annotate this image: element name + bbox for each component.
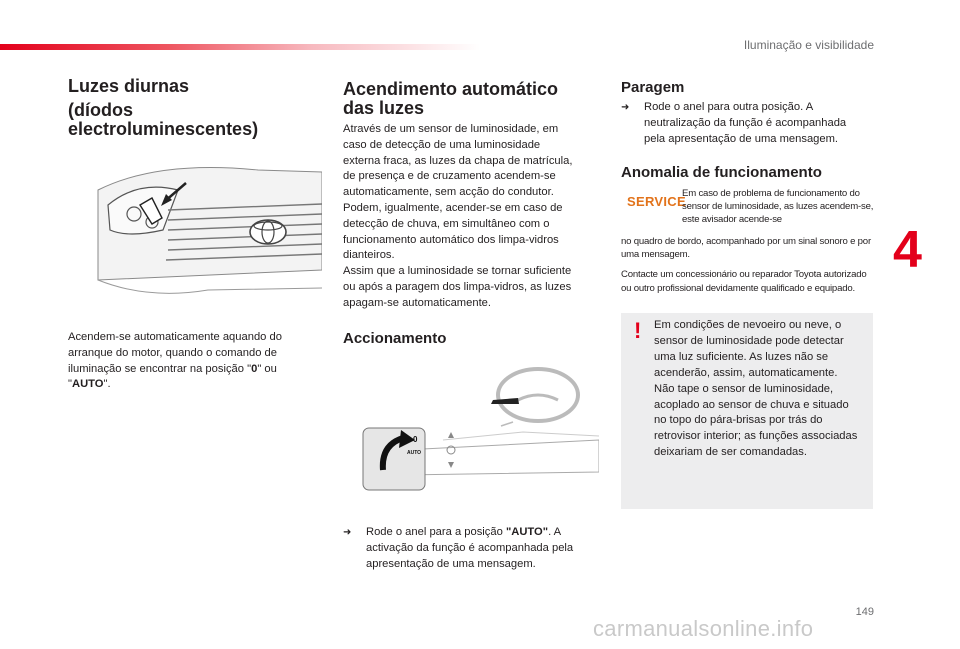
warning-box bbox=[621, 313, 873, 509]
paragem-bullet bbox=[621, 100, 869, 147]
anomalia-text3: Contacte um concessionário ou reparador Toyota autorizado ou outro profissional devidamente qualificado e equipado. bbox=[621, 269, 867, 294]
auto-lights-body bbox=[343, 122, 598, 312]
section-title: Iluminação e visibilidade bbox=[743, 38, 874, 52]
drl-title-line3: electroluminescentes) bbox=[68, 119, 259, 139]
auto-title-line1: Acendimento automático bbox=[343, 79, 559, 99]
site-watermark: carmanualsonline.info bbox=[593, 616, 814, 641]
auto-body-line: automaticamente, sem acção do condutor. bbox=[343, 186, 554, 199]
anomalia-title: Anomalia de funcionamento bbox=[621, 164, 822, 181]
auto-body-line: dianteiros. bbox=[343, 249, 395, 262]
chapter-number: 4 bbox=[893, 221, 922, 279]
auto-body-line: apagam-se automaticamente. bbox=[343, 296, 492, 309]
drl-title-line1: Luzes diurnas bbox=[68, 76, 190, 96]
accionamento-bullet-text bbox=[366, 525, 598, 572]
accionamento-bullet-pre: Rode o anel para a posição bbox=[366, 526, 506, 538]
accionamento-bullet-post: . A activação da função é acompanhada pela apresentação de uma mensagem. bbox=[366, 526, 574, 570]
stalk-label-0: 0 bbox=[413, 435, 418, 444]
anomalia-text2: no quadro de bordo, acompanhado por um sinal sonoro e por uma mensagem. bbox=[621, 236, 871, 260]
auto-body-line: detecção de chuva, em simultâneo com o bbox=[343, 217, 550, 230]
auto-body-line: Assim que a luminosidade se tornar suficiente bbox=[343, 265, 572, 278]
front-grille-illustration bbox=[68, 150, 322, 318]
drl-body-post: ". bbox=[103, 378, 111, 391]
auto-body-line: funcionamento automático dos limpa-vidros bbox=[343, 233, 559, 246]
auto-lights-heading bbox=[343, 80, 593, 118]
service-indicator-icon: SERVICE bbox=[627, 194, 686, 209]
warning-text: Em condições de nevoeiro ou neve, o sensor de luminosidade pode detectar uma luz suficiente. As luzes não se acenderão, assim, automaticamente. Não tape o sensor de luminosidade, acoplado ao sensor de chuva e situado no topo do pára-brisas por trás do retrovisor interior; as funções associadas deixariam de ser comandadas. bbox=[654, 319, 858, 459]
auto-body-line: Podem, igualmente, acender-se em caso de bbox=[343, 201, 563, 214]
drl-heading bbox=[68, 77, 318, 139]
auto-body-line: externa fraca, as luzes da chapa de matrícula, bbox=[343, 154, 573, 167]
drl-body bbox=[68, 330, 308, 393]
accionamento-bullet-bold: "AUTO" bbox=[505, 526, 549, 538]
auto-body-line: caso de detecção de uma luminosidade bbox=[343, 138, 541, 151]
auto-body-line: de presença e de cruzamento acendem-se bbox=[343, 170, 556, 183]
bullet-arrow-icon: ➜ bbox=[343, 527, 352, 538]
warning-exclamation-icon: ! bbox=[634, 318, 642, 343]
stalk-label-auto: AUTO bbox=[407, 450, 422, 456]
bullet-arrow-icon: ➜ bbox=[621, 102, 630, 113]
paragem-text: Rode o anel para outra posição. A neutralização da função é acompanhada pela apresentação de uma mensagem. bbox=[644, 101, 847, 145]
accionamento-title: Accionamento bbox=[343, 330, 447, 347]
accionamento-bullet bbox=[343, 525, 598, 572]
drl-body-mid: " ou " bbox=[68, 362, 277, 391]
page-number: 149 bbox=[855, 606, 874, 618]
drl-title-line2: (díodos bbox=[68, 100, 133, 120]
auto-body-line: ou após a paragem dos limpa-vidros, as luzes bbox=[343, 280, 572, 293]
lighting-stalk-illustration bbox=[343, 360, 599, 500]
paragem-title: Paragem bbox=[621, 79, 685, 96]
drl-body-bold-0: 0 bbox=[251, 362, 258, 375]
anomalia-text1: Em caso de problema de funcionamento do sensor de luminosidade, as luzes acendem-se, este avisador acende-se bbox=[682, 188, 874, 225]
drl-body-pre: Acendem-se automaticamente aquando do arranque do motor, quando o comando de iluminação se encontrar na posição " bbox=[68, 331, 282, 375]
header-accent-bar bbox=[0, 44, 480, 50]
auto-body-line: Através de um sensor de luminosidade, em bbox=[343, 123, 559, 135]
auto-title-line2: das luzes bbox=[343, 98, 425, 118]
drl-body-bold-auto: AUTO bbox=[71, 378, 104, 391]
